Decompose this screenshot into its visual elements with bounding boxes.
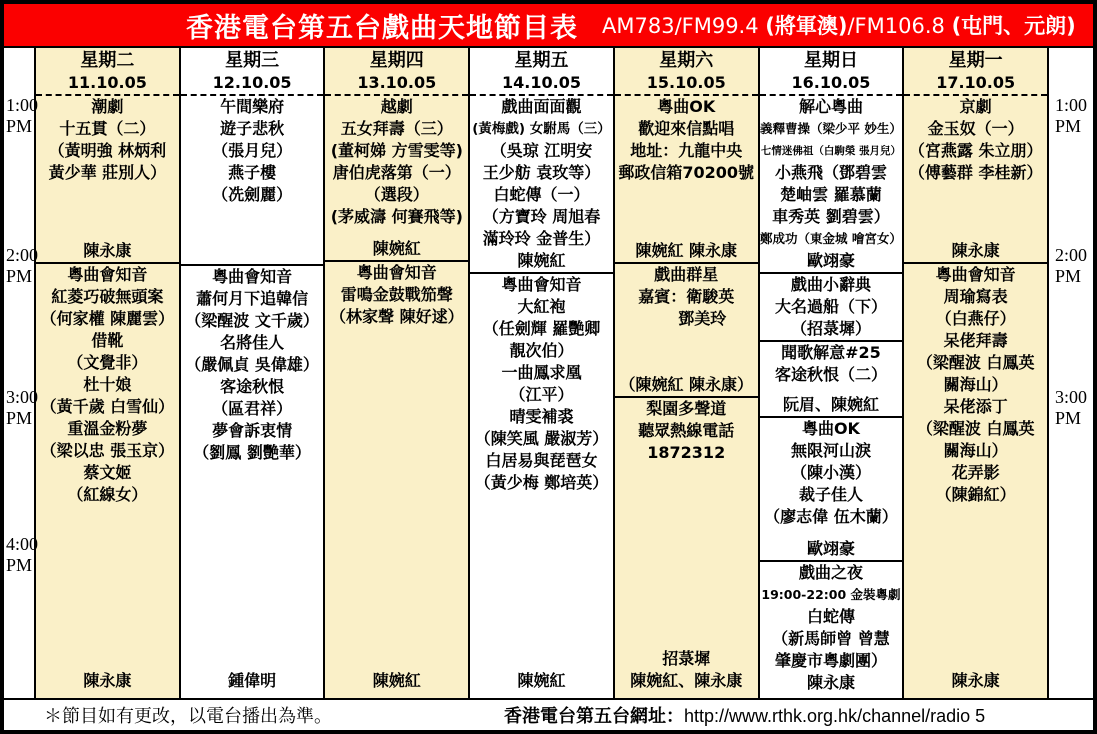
page-title: 香港電台第五台戲曲天地節目表 xyxy=(186,12,578,44)
programme-block xyxy=(904,96,1047,184)
day-name: 星期一 xyxy=(948,50,1003,71)
change-notice: ＊節目如有更改，以電台播出為準。 xyxy=(44,706,332,727)
presenter-name: 陳婉紅 xyxy=(372,239,421,258)
programme-block xyxy=(181,266,324,464)
programme-line: （紅線女） xyxy=(67,485,148,504)
spacer xyxy=(181,206,324,264)
programme-line: 杜十娘 xyxy=(83,375,132,394)
spacer xyxy=(760,386,903,394)
presenter-name: 大名過船（下） xyxy=(774,297,887,316)
programme-line: （傅藝群 李桂新） xyxy=(908,163,1043,182)
programme-line: （區君祥） xyxy=(212,399,293,418)
programme-line: 五女拜壽（三） xyxy=(340,119,453,138)
spacer xyxy=(181,464,324,670)
station-url[interactable]: http://www.rthk.org.hk/channel/radio 5 xyxy=(684,706,986,726)
day-header xyxy=(36,48,179,96)
programme-line: 客途秋恨（二） xyxy=(774,365,887,384)
programme-block xyxy=(760,562,903,672)
programme-line: （嚴佩貞 吳偉雄） xyxy=(185,355,319,374)
time-label: 3:00 PM xyxy=(1055,387,1088,428)
programme-line: 唐伯虎落第（一） xyxy=(332,163,461,182)
programme-block xyxy=(760,418,903,528)
programme-line: 楚岫雲 羅慕蘭 xyxy=(780,185,882,204)
programme-line: （林家聲 陳好逑） xyxy=(330,307,464,326)
day-name: 星期三 xyxy=(225,50,280,71)
programme-line: （選段） xyxy=(364,185,429,204)
day-content xyxy=(760,96,903,698)
presenter-name: （陳婉紅 陳永康） xyxy=(619,375,754,394)
programme-line: （方寶玲 周旭春 xyxy=(482,207,601,226)
day-date: 16.10.05 xyxy=(791,73,871,92)
website-label: 香港電台第五台網址： xyxy=(504,706,684,727)
programme-line: 金玉奴（一） xyxy=(927,119,1024,138)
programme-line: 午間樂府 xyxy=(220,97,285,116)
programme-line: （白燕仔） xyxy=(935,309,1016,328)
programme-line: （梁醒波 文千歲） xyxy=(185,311,319,330)
programme-line: 招菉墀 xyxy=(662,649,711,668)
day-header xyxy=(615,48,758,96)
programme-line: 呆佬添丁 xyxy=(943,397,1008,416)
presenter-block xyxy=(36,240,179,264)
day-date: 17.10.05 xyxy=(936,73,1016,92)
programme-line: 燕子樓 xyxy=(228,163,277,182)
programme-block xyxy=(36,264,179,506)
programme-block xyxy=(904,670,1047,692)
presenter-block xyxy=(760,394,903,418)
programme-line: (黃梅戲) 女駙馬（三） xyxy=(472,121,611,137)
time-axis-left xyxy=(4,48,39,698)
day-date: 11.10.05 xyxy=(67,73,147,92)
programme-line: 王少舫 袁玫等） xyxy=(482,163,601,182)
programme-line: 白蛇傳（一） xyxy=(493,185,590,204)
day-content xyxy=(470,96,613,698)
day-date: 14.10.05 xyxy=(502,73,581,92)
programme-line: 陳婉紅 xyxy=(517,671,566,690)
programme-line: 客途秋恨 xyxy=(220,377,285,396)
programme-block xyxy=(470,96,613,250)
time-label: 2:00 PM xyxy=(6,245,39,286)
programme-line: 重溫金粉夢 xyxy=(67,419,148,438)
programme-line: （宮燕露 朱立朋） xyxy=(908,141,1043,160)
day-column-thu xyxy=(323,48,468,698)
programme-block xyxy=(760,342,903,386)
programme-line: 小燕飛（鄧碧雲 xyxy=(774,163,887,182)
programme-line: 裁子佳人 xyxy=(798,485,863,504)
presenter-name: 陳婉紅 陳永康 xyxy=(635,241,738,260)
programme-line: 遊子悲秋 xyxy=(220,119,285,138)
day-header xyxy=(470,48,613,96)
presenter-block xyxy=(470,250,613,274)
presenter-block xyxy=(760,538,903,562)
spacer xyxy=(615,184,758,240)
programme-block xyxy=(36,96,179,184)
programme-block xyxy=(325,670,468,692)
day-column-wed xyxy=(179,48,324,698)
programme-line: 雷鳴金鼓戰笳聲 xyxy=(340,285,453,304)
programme-line: 無限河山淚 xyxy=(790,441,871,460)
programme-line: 歡迎來信點唱 xyxy=(638,119,735,138)
programme-line: 關海山） xyxy=(943,441,1008,460)
presenter-name: 歐翊豪 xyxy=(806,251,855,270)
day-content xyxy=(181,96,324,698)
day-column-mon xyxy=(902,48,1047,698)
programme-line: 陳永康 xyxy=(806,673,855,692)
programme-line: 聽眾熱線電話 xyxy=(638,421,735,440)
programme-line: 陳婉紅 xyxy=(372,671,421,690)
programme-line: 解心粵曲 xyxy=(798,97,863,116)
programme-block xyxy=(615,96,758,184)
time-label: 4:00 PM xyxy=(6,534,39,575)
time-label: 2:00 PM xyxy=(1055,245,1088,286)
programme-line: （文覺非） xyxy=(67,353,148,372)
spacer xyxy=(615,464,758,648)
presenter-name: 陳永康 xyxy=(83,241,132,260)
programme-line: （黃明強 林炳利 xyxy=(48,141,167,160)
spacer xyxy=(904,184,1047,240)
presenter-block xyxy=(325,238,468,262)
time-label: 1:00 PM xyxy=(6,95,39,136)
programme-line: 郵政信箱70200號 xyxy=(618,163,755,182)
programme-line: 十五貫（二） xyxy=(59,119,156,138)
day-column-sat xyxy=(613,48,758,698)
programme-line: （陳錦紅） xyxy=(935,485,1016,504)
presenter-block xyxy=(904,240,1047,264)
presenter-block xyxy=(615,240,758,264)
footer xyxy=(4,698,1093,730)
day-content xyxy=(36,96,179,698)
day-column-fri xyxy=(468,48,613,698)
programme-line: 鄧美玲 xyxy=(646,309,727,328)
programme-line: 粵曲會知音 xyxy=(935,265,1016,284)
programme-line: 七情迷佛祖（白駒榮 張月兒） xyxy=(760,145,902,157)
programme-line: （黃少梅 鄭培英） xyxy=(474,473,609,492)
programme-line: （任劍輝 羅艷卿 xyxy=(482,319,601,338)
frequency-info xyxy=(602,10,1076,40)
programme-line: （張月兒） xyxy=(212,141,293,160)
programme-line: 粵曲會知音 xyxy=(212,267,293,286)
programme-line: 陳婉紅、陳永康 xyxy=(630,671,743,690)
programme-line: 借靴 xyxy=(91,331,124,350)
presenter-name: 陳婉紅 xyxy=(517,251,566,270)
programme-line: 白居易與琵琶女 xyxy=(485,451,598,470)
programme-line: 呆佬拜壽 xyxy=(943,331,1008,350)
frequency-segment: AM783/FM99.4 xyxy=(602,14,766,38)
programme-line: 黃少華 莊別人） xyxy=(48,163,167,182)
header-banner xyxy=(4,4,1093,48)
programme-line: 晴雯補裘 xyxy=(509,407,574,426)
presenter-name: 戲曲小辭典 xyxy=(790,275,871,294)
programme-line: 肇慶市粵劇團） xyxy=(774,651,887,670)
programme-line: 越劇 xyxy=(380,97,413,116)
programme-line: （何家權 陳麗雲） xyxy=(40,309,175,328)
programme-line: 聞歌解意#25 xyxy=(781,343,881,362)
programme-line: 1872312 xyxy=(647,443,726,462)
programme-block xyxy=(615,264,758,330)
day-name: 星期六 xyxy=(659,50,714,71)
programme-block xyxy=(904,264,1047,506)
programme-line: 名將佳人 xyxy=(220,333,285,352)
programme-line: 鄭成功（東金城 噲宮女） xyxy=(760,231,902,246)
programme-block xyxy=(615,648,758,692)
programme-line: 關海山） xyxy=(943,375,1008,394)
day-content xyxy=(904,96,1047,698)
spacer xyxy=(470,494,613,670)
schedule-table xyxy=(4,48,1093,698)
programme-line: 梨園多聲道 xyxy=(646,399,727,418)
frequency-segment: (屯門、元朗) xyxy=(951,14,1076,38)
programme-line: 一曲鳳求凰 xyxy=(501,363,582,382)
programme-line: （陳笑風 嚴淑芳） xyxy=(474,429,609,448)
spacer xyxy=(904,506,1047,670)
day-header xyxy=(181,48,324,96)
day-header xyxy=(904,48,1047,96)
presenter-block xyxy=(760,250,903,274)
time-axis-right xyxy=(1047,48,1093,698)
spacer xyxy=(325,228,468,238)
programme-line: （江平） xyxy=(509,385,574,404)
day-header xyxy=(325,48,468,96)
programme-line: 滿玲玲 金普生） xyxy=(482,229,601,248)
programme-line: 車秀英 劉碧雲） xyxy=(772,207,890,226)
programme-line: 地址：九龍中央 xyxy=(630,141,743,160)
time-label: 1:00 PM xyxy=(1055,95,1088,136)
presenter-name: （招菉墀） xyxy=(790,319,871,338)
programme-block xyxy=(181,96,324,206)
programme-line: 義釋曹操（梁少平 妙生） xyxy=(760,121,902,136)
programme-block xyxy=(325,262,468,328)
programme-line: （梁醒波 白鳳英 xyxy=(916,353,1035,372)
programme-block xyxy=(36,670,179,692)
programme-line: （梁醒波 白鳳英 xyxy=(916,419,1035,438)
day-name: 星期日 xyxy=(803,50,858,71)
programme-line: （梁以忠 張玉京） xyxy=(40,441,175,460)
programme-block xyxy=(470,274,613,494)
frequency-segment: /FM106.8 xyxy=(847,14,952,38)
programme-line: (茅威濤 何賽飛等) xyxy=(330,207,463,226)
programme-block xyxy=(181,670,324,692)
programme-line: 蕭何月下追韓信 xyxy=(196,289,309,308)
programme-line: （黃千歲 白雪仙） xyxy=(40,397,175,416)
day-name: 星期二 xyxy=(80,50,135,71)
day-column-sun xyxy=(758,48,903,698)
programme-line: 粵曲會知音 xyxy=(356,263,437,282)
programme-line: 靚次伯） xyxy=(509,341,574,360)
programme-line: 夢會訴衷情 xyxy=(212,421,293,440)
day-content xyxy=(325,96,468,698)
programme-line: （冼劍麗） xyxy=(212,185,293,204)
programme-line: 蔡文姬 xyxy=(83,463,132,482)
station-website xyxy=(504,702,985,728)
presenter-name: 陳永康 xyxy=(951,241,1000,260)
spacer xyxy=(325,328,468,670)
day-date: 12.10.05 xyxy=(212,73,292,92)
day-date: 13.10.05 xyxy=(357,73,437,92)
programme-line: 陳永康 xyxy=(83,671,132,690)
day-column-tue xyxy=(34,48,179,698)
programme-line: 粵曲會知音 xyxy=(67,265,148,284)
programme-block xyxy=(325,96,468,228)
spacer xyxy=(760,528,903,538)
day-name: 星期四 xyxy=(369,50,424,71)
spacer xyxy=(615,330,758,374)
programme-block xyxy=(470,670,613,692)
programme-line: （陳小漢） xyxy=(790,463,871,482)
programme-line: 粵曲OK xyxy=(657,97,716,116)
programme-line: 鍾偉明 xyxy=(228,671,277,690)
programme-line: 陳永康 xyxy=(951,671,1000,690)
presenter-block xyxy=(760,274,903,342)
programme-line: （劉鳳 劉艷華） xyxy=(193,443,311,462)
programme-line: （廖志偉 伍木蘭） xyxy=(764,507,898,526)
spacer xyxy=(36,506,179,670)
presenter-name: 阮眉、陳婉紅 xyxy=(782,395,879,414)
programme-line: 大紅袍 xyxy=(517,297,566,316)
programme-line: 戲曲面面觀 xyxy=(501,97,582,116)
programme-line: 潮劇 xyxy=(91,97,124,116)
programme-block xyxy=(615,398,758,464)
programme-line: 粵曲OK xyxy=(801,419,860,438)
programme-line: 花弄影 xyxy=(951,463,1000,482)
time-label: 3:00 PM xyxy=(6,387,39,428)
programme-line: 粵曲會知音 xyxy=(501,275,582,294)
day-content xyxy=(615,96,758,698)
programme-line: 戲曲之夜 xyxy=(798,563,863,582)
programme-line: 京劇 xyxy=(959,97,992,116)
programme-line: 紅菱巧破無頭案 xyxy=(51,287,164,306)
day-header xyxy=(760,48,903,96)
spacer xyxy=(36,184,179,240)
programme-line: 戲曲群星 xyxy=(654,265,719,284)
programme-line: (董柯娣 方雪雯等) xyxy=(330,141,463,160)
programme-line: 白蛇傳 xyxy=(806,607,855,626)
presenter-block xyxy=(615,374,758,398)
programme-line: 嘉賓：衛駿英 xyxy=(638,287,735,306)
frequency-segment: (將軍澳) xyxy=(765,14,848,38)
programme-line: 周瑜寫表 xyxy=(943,287,1008,306)
programme-line: 19:00-22:00 金裝粵劇 xyxy=(761,587,901,602)
programme-block xyxy=(760,96,903,250)
day-name: 星期五 xyxy=(514,50,569,71)
programme-line: （新馬師曾 曾慧 xyxy=(772,629,890,648)
programme-block xyxy=(760,672,903,694)
day-date: 15.10.05 xyxy=(646,73,726,92)
programme-line: （吳琼 江明安 xyxy=(490,141,593,160)
presenter-name: 歐翊豪 xyxy=(806,539,855,558)
